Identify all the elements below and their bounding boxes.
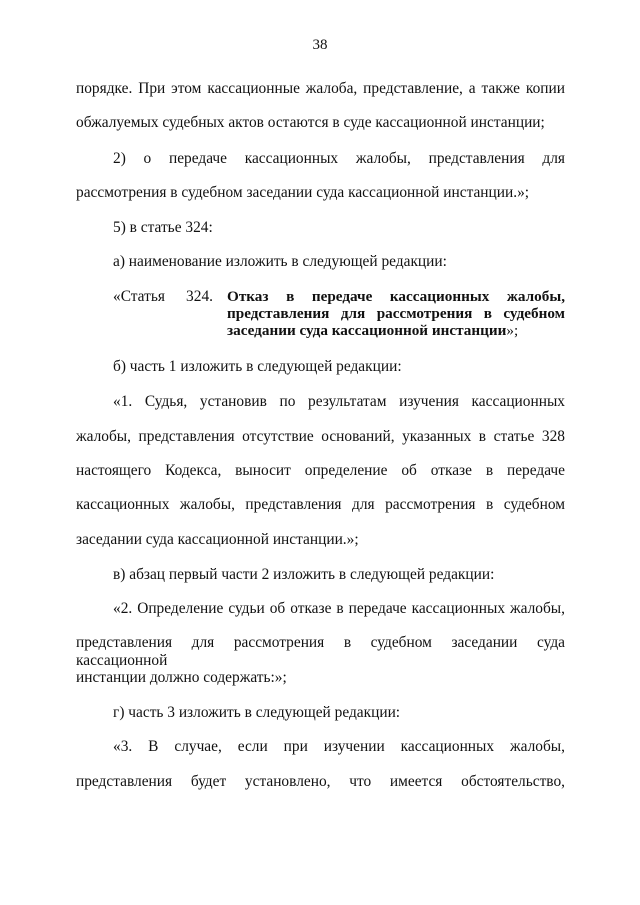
- page-number: 38: [312, 37, 328, 53]
- text-line: а) наименование изложить в следующей редакции:: [113, 253, 447, 270]
- text-line: в) абзац первый части 2 изложить в следующей редакции:: [113, 566, 495, 583]
- article-label: «Статья 324.: [113, 288, 213, 305]
- article-title: [227, 288, 565, 339]
- article-title-line: представления для рассмотрения в судебном: [227, 305, 565, 322]
- text-line: заседании суда кассационной инстанции.»;: [76, 531, 359, 548]
- text-line: представления для рассмотрения в судебном заседании суда кассационной: [76, 634, 565, 669]
- article-title-line-last: [227, 322, 565, 339]
- text-line: порядке. При этом кассационные жалоба, представление, а также копии: [76, 80, 565, 97]
- article-title-text: заседании суда кассационной инстанции: [227, 322, 507, 339]
- text-line: б) часть 1 изложить в следующей редакции:: [113, 358, 402, 375]
- text-line: «2. Определение судьи об отказе в передаче кассационных жалобы,: [113, 600, 565, 617]
- text-line: г) часть 3 изложить в следующей редакции:: [113, 704, 401, 721]
- text-line: представления будет установлено, что имеется обстоятельство,: [76, 773, 565, 790]
- text-line: «3. В случае, если при изучении кассационных жалобы,: [113, 738, 565, 755]
- text-line: настоящего Кодекса, выносит определение об отказе в передаче: [76, 462, 565, 479]
- text-line: 2) о передаче кассационных жалобы, представления для: [113, 150, 565, 167]
- text-line: обжалуемых судебных актов остаются в суде кассационной инстанции;: [76, 114, 545, 131]
- text-line: 5) в статье 324:: [113, 219, 213, 236]
- text-line: жалобы, представления отсутствие оснований, указанных в статье 328: [76, 428, 565, 445]
- article-title-line: Отказ в передаче кассационных жалобы,: [227, 288, 565, 305]
- article-closing: »;: [506, 322, 519, 339]
- text-line: инстанции должно содержать:»;: [76, 669, 287, 686]
- text-line: кассационных жалобы, представления для рассмотрения в судебном: [76, 496, 565, 513]
- text-line: рассмотрения в судебном заседании суда кассационной инстанции.»;: [76, 184, 530, 201]
- text-line: «1. Судья, установив по результатам изучения кассационных: [113, 393, 565, 410]
